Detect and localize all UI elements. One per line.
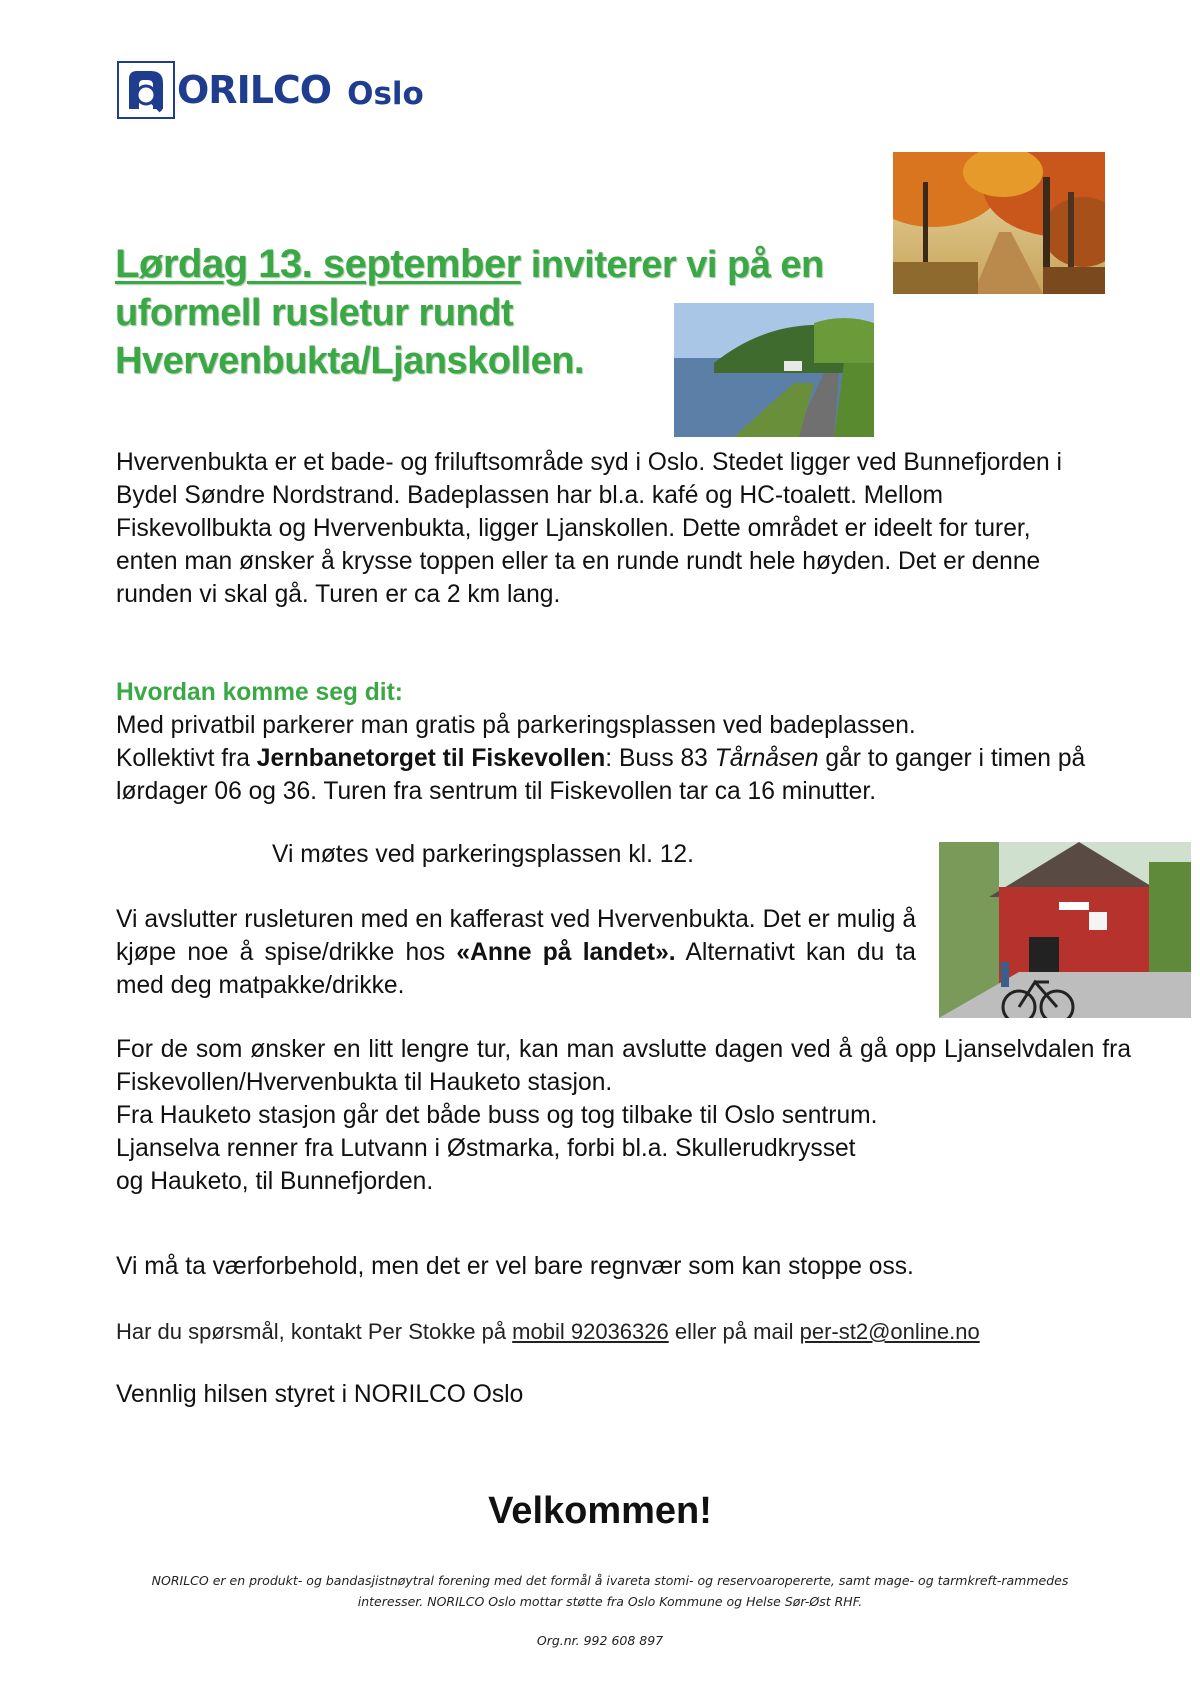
longer-trip-section (116, 1033, 1131, 1198)
email-link[interactable]: per-st2@online.no (799, 1319, 980, 1344)
directions-car: Med privatbil parkerer man gratis på parkeringsplassen ved badeplassen. (116, 712, 916, 739)
contact-text-1: Har du spørsmål, kontakt Per Stokke på (116, 1319, 513, 1344)
transport-text-2: : Buss 83 (605, 745, 715, 772)
org-number: Org.nr. 992 608 897 (536, 1633, 664, 1648)
headline-date: Lørdag 13. september (115, 242, 521, 286)
contact-text-2: eller på mail (668, 1319, 800, 1344)
autumn-path-photo (893, 152, 1105, 294)
transport-text-3: går to ganger i timen på lørdager 06 og 36. Turen fra sentrum til Fiskevollen tar ca 16 minutter. (116, 745, 1086, 805)
weather-note: Vi må ta værforbehold, men det er vel bare regnvær som kan stoppe oss. (116, 1253, 914, 1280)
red-cafe-building-photo (939, 842, 1191, 1018)
logo-wordmark: ORILCO (177, 68, 332, 112)
transport-destination: Tårnåsen (714, 745, 819, 772)
longer-trip-p2: Fra Hauketo stasjon går det både buss og tog tilbake til Oslo sentrum. (116, 1102, 878, 1129)
page-title (115, 240, 835, 385)
norilco-n-emblem-icon (117, 61, 175, 119)
welcome-heading: Velkommen! (488, 1490, 712, 1532)
transport-route: Jernbanetorget til Fiskevollen (256, 745, 606, 772)
directions-title: Hvordan komme seg dit: (116, 679, 403, 706)
coffee-paragraph (116, 903, 916, 1002)
longer-trip-p3: Ljanselva renner fra Lutvann i Østmarka, forbi bl.a. Skullerudkrysset (116, 1135, 856, 1162)
norilco-logo (117, 59, 424, 121)
phone-link[interactable]: mobil 92036326 (512, 1319, 669, 1344)
directions-public-transport (116, 742, 1131, 808)
transport-text-1: Kollektivt fra (116, 745, 257, 772)
coffee-text-1: Vi avslutter rusleturen med en kafferast ved Hvervenbukta. Det er mulig å kjøpe noe å spise/drikke hos (116, 906, 916, 966)
logo-city: Oslo (347, 76, 424, 112)
footer-disclaimer: NORILCO er en produkt- og bandasjistnøytral forening med det formål å ivareta stomi- og reservoaropererte, samt mage- og tarmkreft-rammedes interesser. NORILCO Oslo mottar støtte fra Oslo Kommune og Helse Sør-Øst RHF. (151, 1573, 1069, 1609)
intro-paragraph: Hvervenbukta er et bade- og friluftsområde syd i Oslo. Stedet ligger ved Bunnefjorden i Bydel Søndre Nordstrand. Badeplassen har bl.a. kafé og HC-toalett. Mellom Fiskevollbukta og Hvervenbukta, ligger Ljanskollen. Dette området er ideelt for turer, enten man ønsker å krysse toppen eller ta en runde rundt hele høyden. Det er denne runden vi skal gå. Turen er ca 2 km lang. (116, 449, 1063, 608)
contact-info (116, 1315, 1131, 1348)
meeting-info: Vi møtes ved parkeringsplassen kl. 12. (272, 841, 694, 868)
headline-rest: inviterer vi på en uformell rusletur rundt Hvervenbukta/Ljanskollen. (115, 244, 824, 382)
coffee-text-2: Alternativt kan du ta med deg matpakke/drikke. (116, 939, 916, 999)
longer-trip-p4: og Hauketo, til Bunnefjorden. (116, 1168, 434, 1195)
cafe-name: «Anne på landet». (456, 939, 676, 966)
regards: Vennlig hilsen styret i NORILCO Oslo (116, 1381, 524, 1408)
directions-section (116, 676, 1131, 808)
longer-trip-p1: For de som ønsker en litt lengre tur, kan man avslutte dagen ved å gå opp Ljanselvdalen fra Fiskevollen/Hvervenbukta til Hauketo stasjon. (116, 1036, 1131, 1096)
